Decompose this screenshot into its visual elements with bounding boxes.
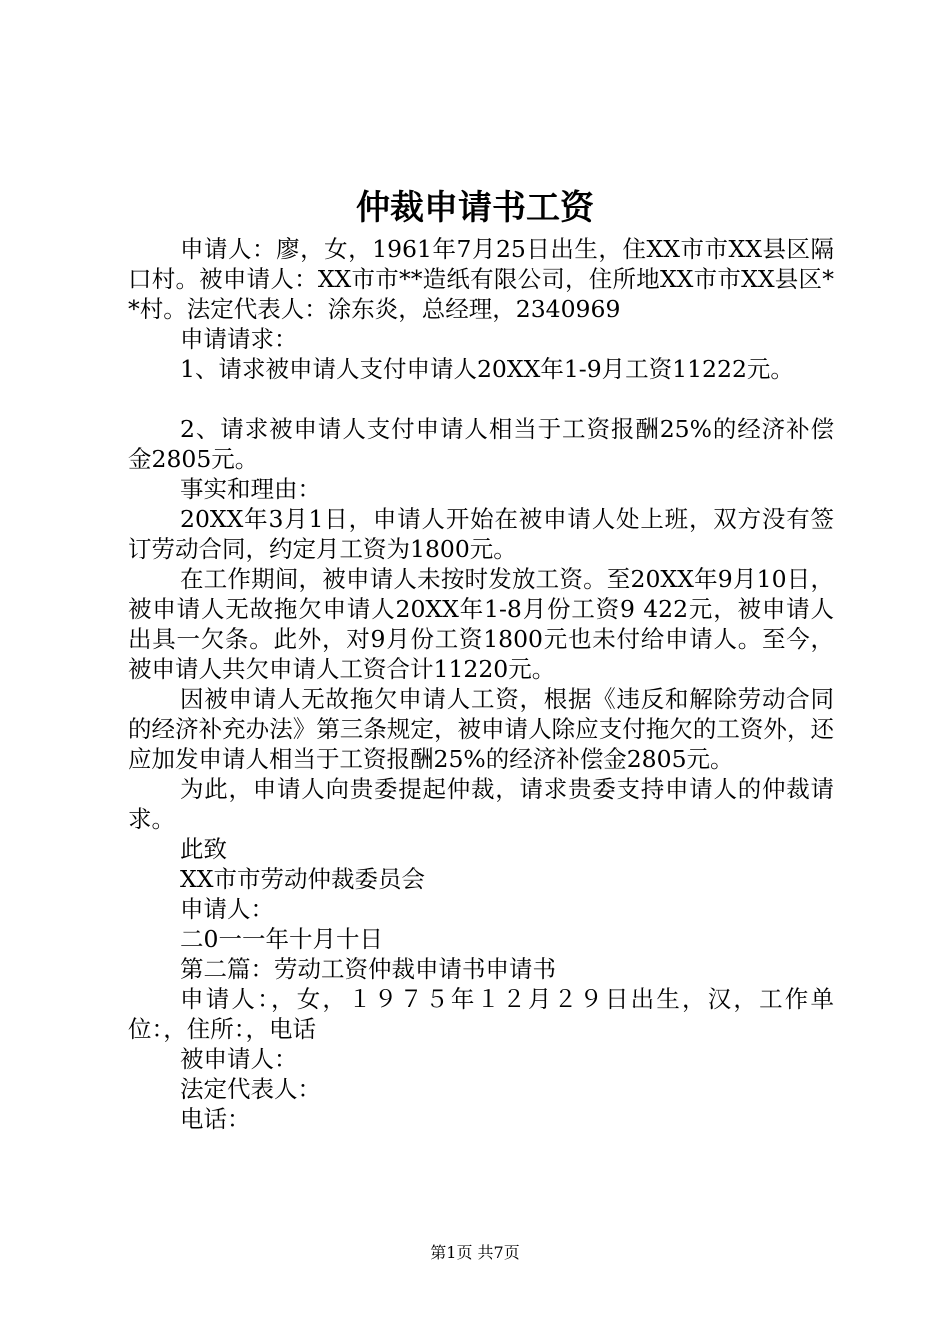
paragraph-date: 二0一一年十月十日 [180,925,383,953]
paragraph-facts-1: 20XX年3月1日，申请人开始在被申请人处上班，双方没有签订劳动合同，约定月工资为1800元。 [128,505,834,563]
paragraph-facts-heading: 事实和理由： [180,475,321,503]
paragraph-section-2-legal-rep: 法定代表人： [180,1075,321,1103]
paragraph-section-2-respondent: 被申请人： [180,1045,298,1073]
paragraph-request-heading: 申请请求： [180,325,298,353]
paragraph-conclusion: 为此，申请人向贵委提起仲裁，请求贵委支持申请人的仲裁请求。 [128,775,834,833]
paragraph-section-2-phone: 电话： [180,1105,251,1133]
document-body [128,234,834,1134]
paragraph-salutation: 此致 [180,835,227,863]
page-footer: 第1页 共7页 [430,1243,520,1262]
paragraph-section-2-heading: 第二篇：劳动工资仲裁申请书申请书 [180,955,556,983]
paragraph-facts-3: 因被申请人无故拖欠申请人工资，根据《违反和解除劳动合同的经济补充办法》第三条规定，被申请人除应支付拖欠的工资外，还应加发申请人相当于工资报酬25%的经济补偿金2805元。 [128,685,834,773]
paragraph-signature: 申请人： [180,895,274,923]
paragraph-recipient: XX市市劳动仲裁委员会 [180,865,425,893]
paragraph-section-2-applicant: 申请人：，女，１９７５年１２月２９日出生，汉，工作单位：，住所：，电话 [128,985,834,1043]
paragraph-request-1: 1、请求被申请人支付申请人20XX年1-9月工资11222元。 [180,355,794,383]
paragraph-request-2: 2、请求被申请人支付申请人相当于工资报酬25%的经济补偿金2805元。 [128,415,834,473]
paragraph-applicant-info: 申请人：廖，女，1961年7月25日出生，住XX市市XX县区隔口村。被申请人：XX市市**造纸有限公司，住所地XX市市XX县区**村。法定代表人：涂东炎，总经理，2340969 [128,235,834,323]
paragraph-facts-2: 在工作期间，被申请人未按时发放工资。至20XX年9月10日，被申请人无故拖欠申请人20XX年1-8月份工资9 422元，被申请人出具一欠条。此外，对9月份工资1800元也未付给申请人。至今，被申请人共欠申请人工资合计11220元。 [128,565,834,683]
blank-line [128,384,834,414]
document-title: 仲裁申请书工资 [356,188,594,228]
